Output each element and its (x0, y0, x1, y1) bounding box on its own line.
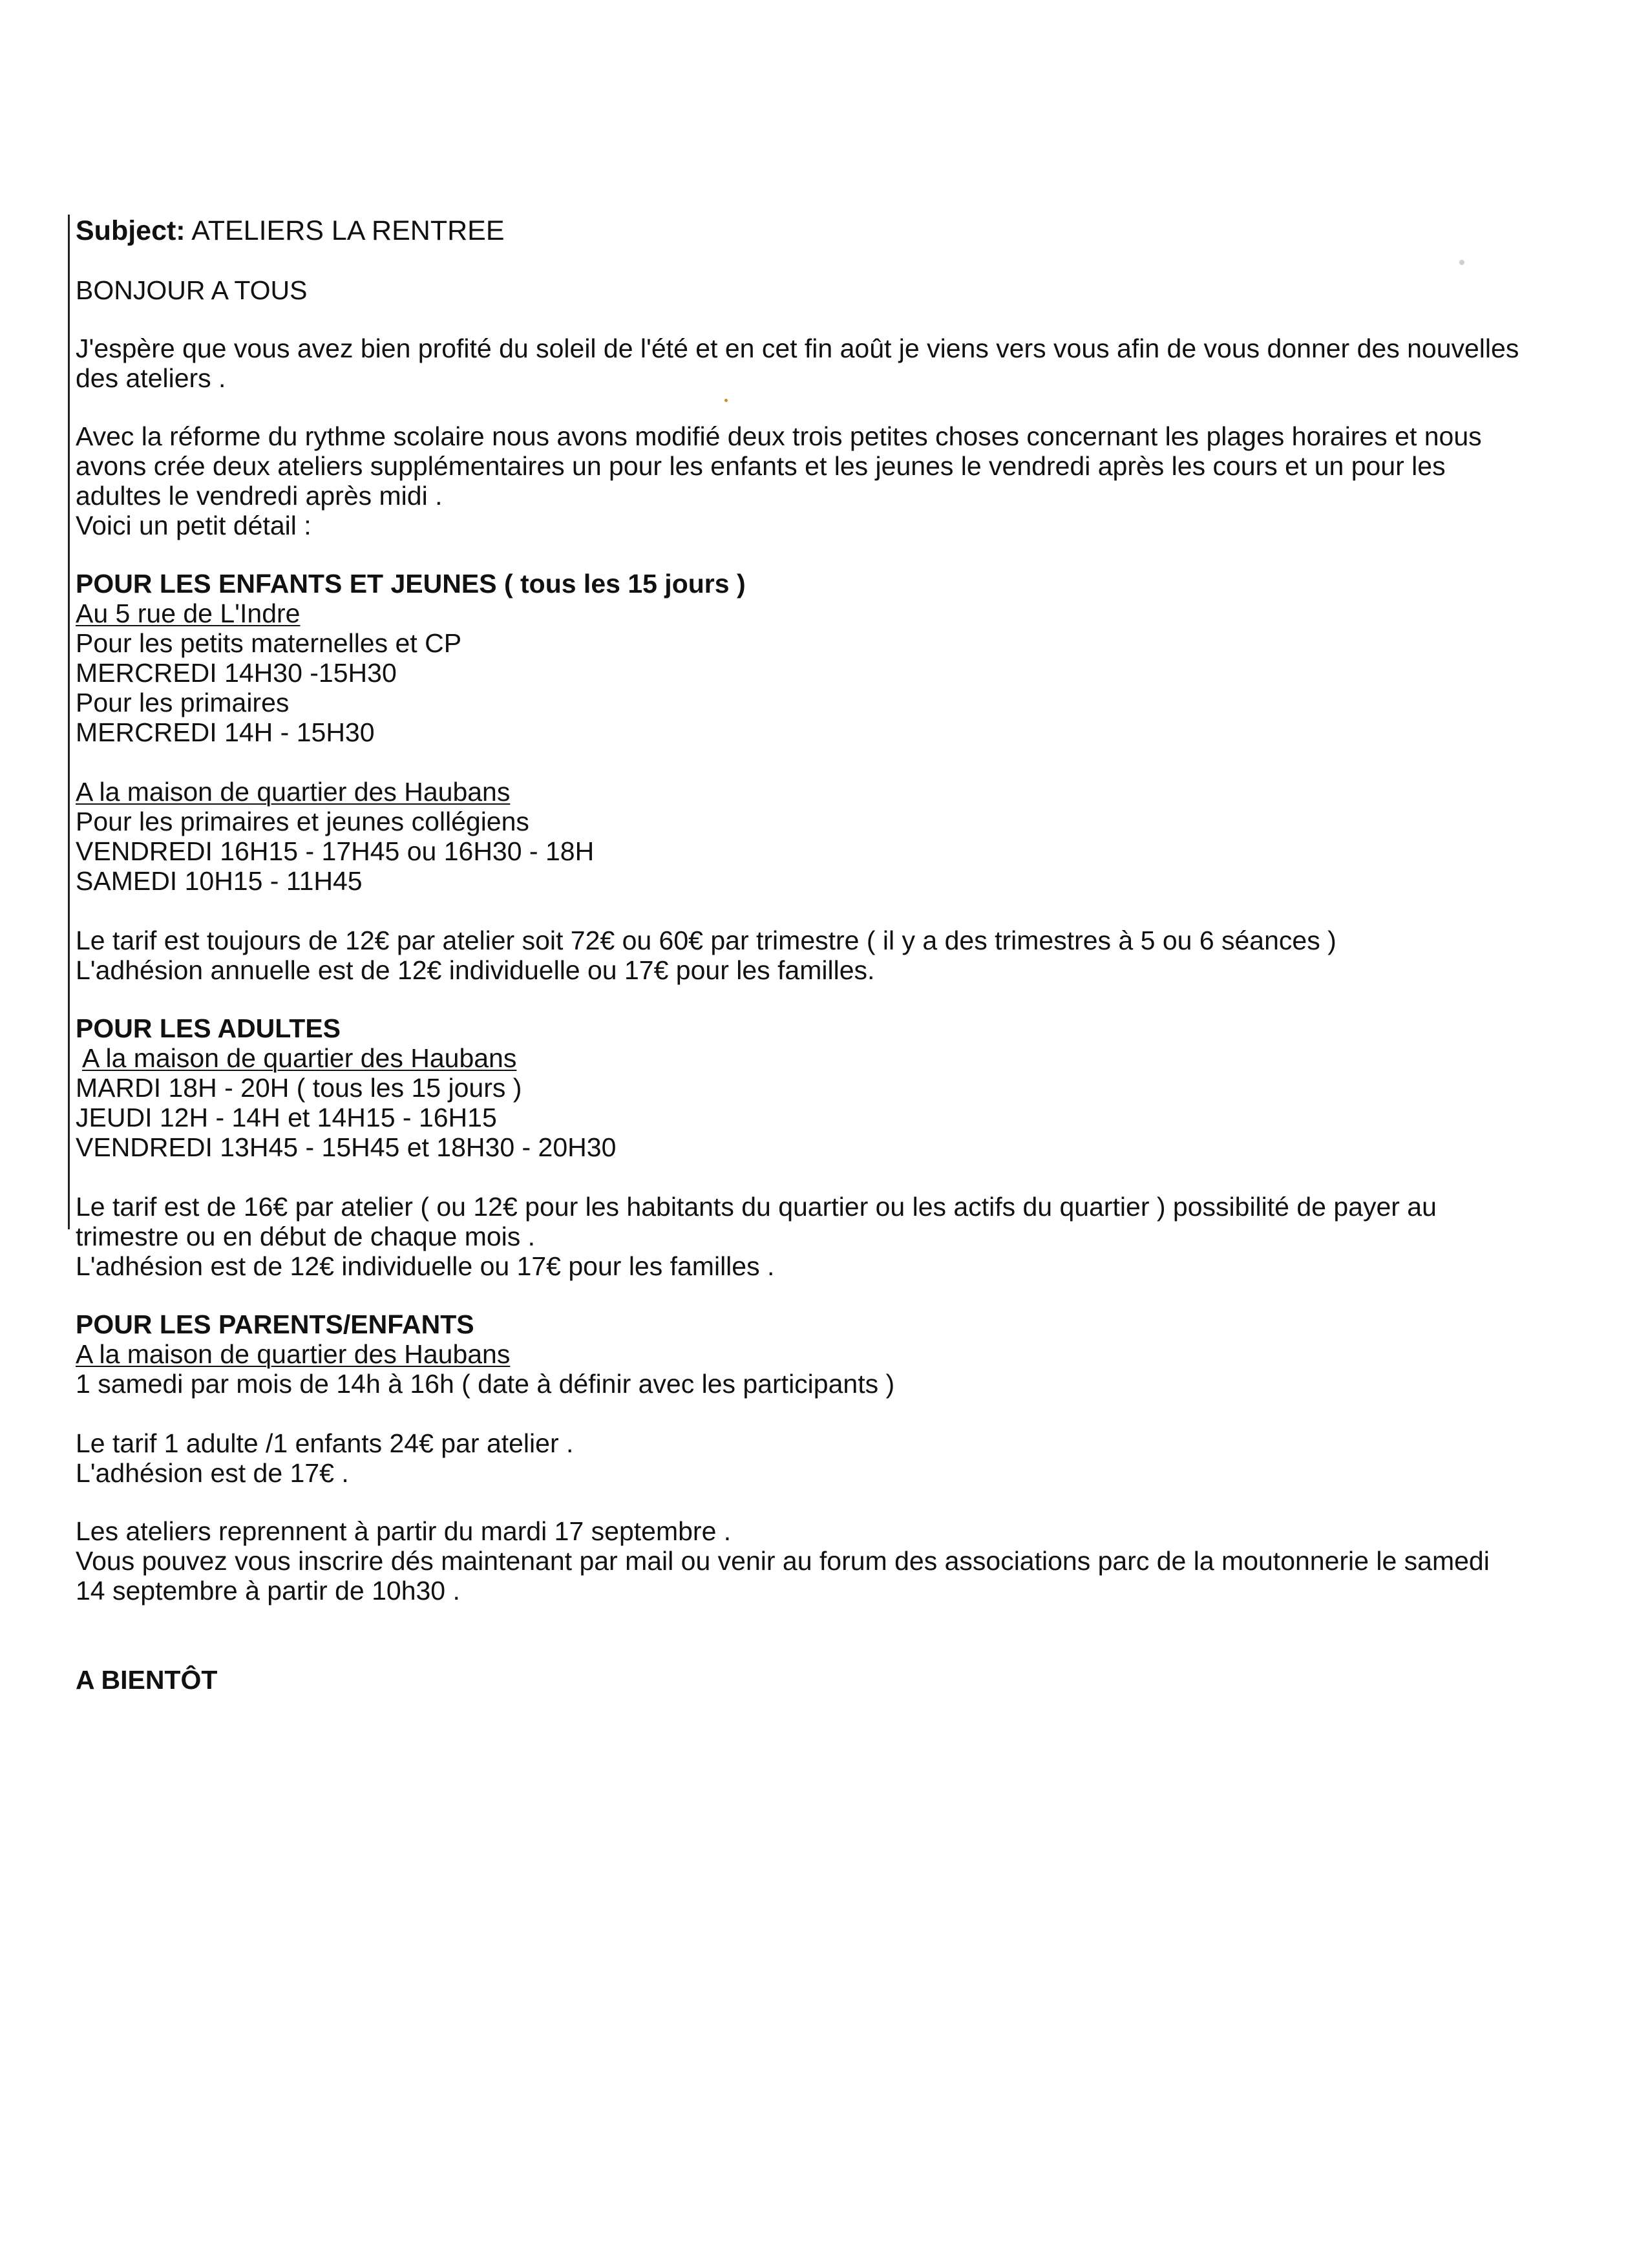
intro-paragraph (76, 334, 1562, 393)
kids-schedule-line: SAMEDI 10H15 - 11H45 (76, 866, 363, 896)
subject-line (76, 215, 1562, 247)
kids-schedule-line: Pour les primaires et jeunes collégiens (76, 807, 529, 836)
intro-line: des ateliers . (76, 363, 226, 393)
adults-heading: POUR LES ADULTES (76, 1013, 341, 1043)
reform-line: Avec la réforme du rythme scolaire nous avons modifié deux trois petites choses concernant les plages horaires et nous (76, 421, 1482, 451)
subject-label: Subject: (76, 215, 185, 246)
kids-pricing-line: Le tarif est toujours de 12€ par atelier soit 72€ ou 60€ par trimestre ( il y a des trimestres à 5 ou 6 séances ) (76, 926, 1336, 955)
parents-pricing-line: L'adhésion est de 17€ . (76, 1458, 349, 1488)
kids-section (76, 569, 1562, 985)
kids-pricing-line: L'adhésion annuelle est de 12€ individuelle ou 17€ pour les familles. (76, 955, 875, 985)
parents-pricing-line: Le tarif 1 adulte /1 enfants 24€ par atelier . (76, 1428, 574, 1458)
adults-schedule-line: VENDREDI 13H45 - 15H45 et 18H30 - 20H30 (76, 1132, 617, 1162)
reform-line: adultes le vendredi après midi . (76, 481, 443, 511)
kids-schedule-line: MERCREDI 14H30 -15H30 (76, 658, 397, 688)
adults-pricing-line: Le tarif est de 16€ par atelier ( ou 12€ pour les habitants du quartier ou les actifs du quartier ) possibilité de payer au (76, 1192, 1437, 1222)
closing-line: 14 septembre à partir de 10h30 . (76, 1576, 460, 1606)
kids-schedule-line: Pour les petits maternelles et CP (76, 628, 462, 658)
kids-heading: POUR LES ENFANTS ET JEUNES ( tous les 15 jours ) (76, 569, 746, 599)
closing-paragraph (76, 1516, 1562, 1606)
kids-schedule-line: VENDREDI 16H15 - 17H45 ou 16H30 - 18H (76, 836, 595, 866)
quote-margin-rule (68, 215, 70, 1229)
kids-location-1: Au 5 rue de L'Indre (76, 599, 301, 628)
kids-location-2: A la maison de quartier des Haubans (76, 777, 511, 807)
adults-schedule-line: JEUDI 12H - 14H et 14H15 - 16H15 (76, 1103, 497, 1132)
intro-line: J'espère que vous avez bien profité du soleil de l'été et en cet fin août je viens vers vous afin de vous donner des nouvelles (76, 334, 1519, 363)
reform-line: Voici un petit détail : (76, 511, 312, 540)
closing-line: Les ateliers reprennent à partir du mardi 17 septembre . (76, 1516, 732, 1546)
signoff: A BIENTÔT (76, 1665, 218, 1695)
greeting: BONJOUR A TOUS (76, 275, 308, 305)
subject-value: ATELIERS LA RENTREE (191, 215, 505, 246)
adults-pricing-line: trimestre ou en début de chaque mois . (76, 1222, 536, 1251)
parents-heading: POUR LES PARENTS/ENFANTS (76, 1309, 474, 1339)
parents-section (76, 1309, 1562, 1488)
adults-pricing-line: L'adhésion est de 12€ individuelle ou 17€ pour les familles . (76, 1251, 775, 1281)
kids-schedule-line: MERCREDI 14H - 15H30 (76, 717, 375, 747)
parents-location: A la maison de quartier des Haubans (76, 1339, 511, 1369)
parents-schedule-line: 1 samedi par mois de 14h à 16h ( date à définir avec les participants ) (76, 1369, 895, 1399)
closing-line: Vous pouvez vous inscrire dés maintenant par mail ou venir au forum des associations parc de la moutonnerie le samedi (76, 1546, 1490, 1576)
adults-schedule-line: MARDI 18H - 20H ( tous les 15 jours ) (76, 1073, 522, 1103)
reform-paragraph (76, 421, 1562, 540)
adults-section (76, 1013, 1562, 1281)
adults-location: A la maison de quartier des Haubans (82, 1043, 517, 1073)
email-body (76, 215, 1562, 1695)
reform-line: avons crée deux ateliers supplémentaires un pour les enfants et les jeunes le vendredi après les cours et un pour les (76, 451, 1446, 481)
kids-schedule-line: Pour les primaires (76, 688, 290, 717)
